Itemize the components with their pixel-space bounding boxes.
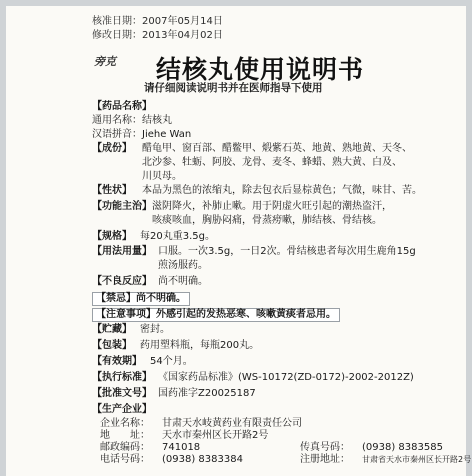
validity-text: 54个月。 <box>150 356 193 367</box>
company-text: 甘肃天水岐黄药业有限责任公司 <box>162 418 302 429</box>
adverse-text: 尚不明确。 <box>158 276 208 287</box>
function-line-1: 滋阴降火，补肺止嗽。用于阴虚火旺引起的潮热盗汗， <box>152 201 392 212</box>
storage-label: 【贮藏】 <box>92 324 132 335</box>
fax-label: 传真号码： <box>300 442 350 453</box>
manufacturer-label: 【生产企业】 <box>92 404 152 415</box>
contraindication-label: 【禁忌】 <box>96 293 136 304</box>
caution-text: 外感引起的发热恶寒、咳嗽黄痰者忌用。 <box>156 309 336 320</box>
adverse-label: 【不良反应】 <box>92 276 152 287</box>
document-title: 结核丸使用说明书 <box>156 55 365 84</box>
function-label: 【功能主治】 <box>92 201 152 212</box>
company-label: 企业名称： <box>100 418 150 429</box>
package-label: 【包装】 <box>92 340 132 351</box>
validity-label: 【有效期】 <box>92 356 142 367</box>
postal-text: 741018 <box>162 442 201 453</box>
address-text: 天水市秦州区长开路2号 <box>162 430 269 441</box>
approve-date: 核准日期：2007年05月14日 <box>92 16 223 27</box>
pinyin-name: 汉语拼音：Jiehe Wan <box>92 129 192 140</box>
phone-text: (0938) 8383384 <box>162 454 243 465</box>
caution-row <box>92 308 340 322</box>
approval-label: 【批准文号】 <box>92 388 152 399</box>
brand-logo: 旁克 <box>94 55 116 68</box>
common-name: 通用名称：结核丸 <box>92 115 172 126</box>
traits-label: 【性状】 <box>92 185 132 196</box>
traits-text: 本品为黑色的浓缩丸，除去包衣后显棕黄色；气微，味甘、苦。 <box>142 185 422 196</box>
standard-label: 【执行标准】 <box>92 372 152 383</box>
function-line-2: 咳痰咳血，胸胁闷痛，骨蒸痨嗽，肺结核、骨结核。 <box>152 215 382 226</box>
registered-address-text: 甘肃省天水市秦州区长开路2号 <box>362 455 472 464</box>
storage-text: 密封。 <box>140 324 170 335</box>
approval-text: 国药准字Z20025187 <box>158 388 256 399</box>
ingredients-line-1: 醋龟甲、窗百部、醋鳖甲、煅紫石英、地黄、熟地黄、天冬、 <box>142 143 412 154</box>
ingredients-line-2: 北沙参、牡蛎、阿胶、龙骨、麦冬、蜂蜡、熟大黄、白及、 <box>142 157 402 168</box>
contraindication-row <box>92 292 190 306</box>
contraindication-text: 尚不明确。 <box>136 293 186 304</box>
address-label: 地 址： <box>100 430 150 441</box>
spec-label: 【规格】 <box>92 231 132 242</box>
phone-label: 电话号码： <box>100 454 150 465</box>
ingredients-label: 【成份】 <box>92 143 132 154</box>
ingredients-line-3: 川贝母。 <box>142 171 182 182</box>
drug-name-label: 【药品名称】 <box>92 101 152 112</box>
document-subtitle: 请仔细阅读说明书并在医师指导下使用 <box>144 82 323 94</box>
postal-label: 邮政编码： <box>100 442 150 453</box>
caution-label: 【注意事项】 <box>96 309 156 320</box>
registered-address-label: 注册地址： <box>300 454 350 465</box>
usage-label: 【用法用量】 <box>92 246 152 257</box>
usage-line-1: 口服。一次3.5g，一日2次。骨结核患者每次用生鹿角15g <box>158 246 416 257</box>
usage-line-2: 煎汤服药。 <box>158 260 208 271</box>
spec-text: 每20丸重3.5g。 <box>140 231 215 242</box>
revise-date: 修改日期：2013年04月02日 <box>92 30 223 41</box>
fax-text: (0938) 8383585 <box>362 442 443 453</box>
package-text: 药用塑料瓶，每瓶200丸。 <box>140 340 260 351</box>
standard-text: 《国家药品标准》(WS-10172(ZD-0172)-2002-2012Z) <box>158 372 414 383</box>
